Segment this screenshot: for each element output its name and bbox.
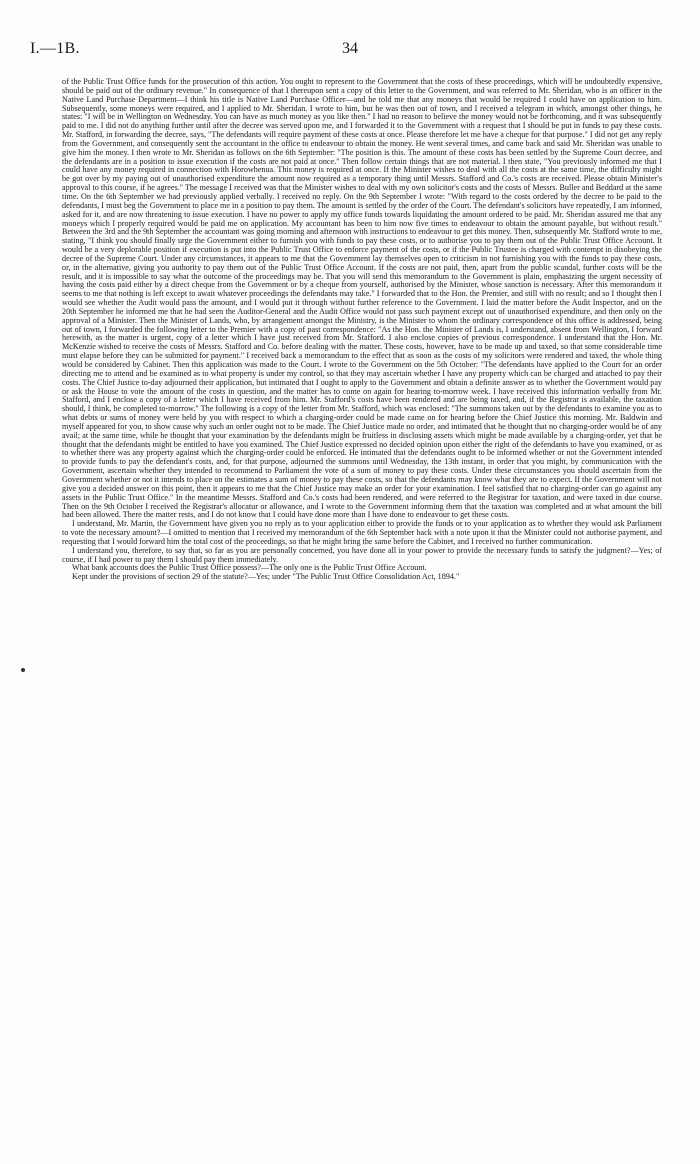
paragraph-question-bank-accounts: What bank accounts does the Public Trust Office possess?—The only one is the Public Trust Office Account.	[72, 563, 427, 573]
paragraph-question-done-all-in-power: I understand you, therefore, to say that, so far as you are personally concerned, you have done all in your power to provide the necessary funds to satisfy the judgment?—Yes; of course, if I had power to pay them I should pay them immediately.	[62, 545, 662, 564]
paragraph-question-section-29: Kept under the provisions of section 29 of the statute?—Yes; under "The Public Trust Office Consolidation Act, 1894."	[72, 572, 460, 582]
page-number: 34	[342, 40, 358, 57]
paragraph-question-reply-application: I understand, Mr. Martin, the Government have given you no reply as to your application either to provide the funds or to your application as to whether they would ask Parliament to vote the necessary amount?—I omitted to mention that I received my memorandum of the 6th September back with a note upon it that the Minister could not authorise payment, and requesting that I would forward him the total cost of the proceedings, so that he might bring the same before the Cabinet, and I received no further communication.	[62, 519, 662, 546]
margin-dot-mark	[21, 668, 25, 672]
paragraph-continued-testimony: of the Public Trust Office funds for the prosecution of this action. You ought to represent to the Government that the costs of these proceedings, which will be undoubtedly expensive, should be paid out of the ordinary revenue." In consequence of that I thereupon sent a copy of this letter to the Government, and was referred to Mr. Sheridan, who is an officer in the Native Land Purchase Department—I think his title is Native Land Purchase Officer—and he told me that any moneys that would be required I could have on application to him. Subsequently, some moneys were required, and I applied to Mr. Sheridan. I wrote to him, but he was then out of town, and I received a telegram in which, amongst other things, he states: "I will be in Wellington on Wednesday. You can have as much money as you like then." I had no reason to believe the money would not be forthcoming, and it was subsequently paid to me. I did not do anything further until after the decree was served upon me, and I forwarded it to the Government with a request that I should be put in funds to pay these costs. Mr. Stafford, in forwarding the decree, says, "The defendants will require payment of these costs at once. Please therefore let me have a cheque for that purpose." I did not get any reply from the Government, and consequently sent the accountant in the office to endeavour to obtain the money. He went several times, and came back and said Mr. Sheridan was unable to give him the money. I then wrote to Mr. Sheridan as follows on the 6th September: "The position is this. The amount of these costs has been settled by the Supreme Court decree, and the defendants are in a position to issue execution if the costs are not paid at once." Then follow certain things that are not material. I then state, "You previously informed me that I could have any money required in connection with Horowhenua. This money is required at once. If the Minister wishes to deal with all the costs at the same time, the difficulty might be got over by my paying out of unauthorised expenditure the amount now required as a temporary thing until Messrs. Stafford and Co.'s costs are received. Please obtain Minister's approval to this course, if he agrees." The message I received was that the Minister wishes to deal with my own solicitor's costs and the costs of Messrs. Buller and Beddard at the same time. On the 6th September we had previously applied verbally. I received no reply. On the 9th September I wrote: "With regard to the costs ordered by the decree to be paid to the defendants, I must beg the Government to place me in a position to pay them. The amount is settled by the order of the Court. The defendant's solicitors have repeatedly, I am informed, asked for it, and are now threatening to issue execution. I have no power to apply my office funds towards liquidating the amount ordered to be paid. Mr. Sheridan assured me that any moneys which I properly required would be paid me on application. My accountant has been to him now five times to endeavour to obtain the amount payable, but without result." Between the 3rd and the 9th September the accountant was going morning and afternoon with instructions to endeavour to get this money. Then, subsequently Mr. Stafford wrote to me, stating, "I think you should finally urge the Government either to furnish you with funds to pay these costs, or to authorise you to pay them out of the Public Trust Office Account. It would be a very deplorable position if execution is put into the Public Trust Office to enforce payment of the costs, or if the Public Trustee is charged with contempt in disobeying the decree of the Supreme Court. Under any circumstances, it appears to me that the Government lay themselves open to criticism in not furnishing you with the funds to pay these costs, or, in the alternative, giving you authority to pay them out of the Public Trust Office Account. If the costs are not paid, then, apart from the public scandal, further costs will be the result, and it is impossible to say what the outcome of the proceedings may be. That you will send this memorandum to the Government is plain, emphasizing the urgent necessity of having the costs paid either by a direct cheque from the Government or by a cheque from yourself, authorised by the Minister, whose sanction is necessary. After this memorandum it seems to me that nothing is left except to await whatever proceedings the defendants may take." I forwarded that to the Hon. the Premier, and still with no result; and so I thought then I would see whether the Audit would pass the amount, and I would put it through without further reference to the Government. I laid the matter before the Audit Inspector, and on the 20th September he informed me that he had seen the Auditor-General and the Audit Office would not pass such payment except out of unauthorised expenditure, and then only on the approval of a Minister. Then the Minister of Lands, who, by arrangement amongst the Ministry, is the Minister to whom the ordinary correspondence of this office is addressed, being out of town, I forwarded the following letter to the Premier with a copy of past correspondence: "As the Hon. the Minister of Lands is, I understand, absent from Wellington, I forward herewith, as the matter is urgent, copy of a letter which I have just received from Mr. Stafford. I also enclose copies of previous correspondence. I understand that the Hon. Mr. McKenzie wished to receive the costs of Messrs. Stafford and Co. before dealing with the matter. These costs, however, have to be made up and taxed, so that some considerable time must elapse before they can be submitted for payment." I received back a memorandum to the effect that as soon as the costs of my solicitors were rendered and taxed, the whole thing would be considered by Cabinet. Then this application was made to the Court. I wrote to the Government on the 5th October: "The defendants have applied to the Court for an order directing me to attend and be examined as to what property is under my control, so that they may ascertain whether I have any property which can be charged and attached to pay their costs. The Chief Justice to-day adjourned their application, but intimated that I ought to apply to the Government and obtain a definite answer as to whether the Government would pay or ask the House to vote the amount of the costs in question, and the matter has to come on again for hearing to-morrow week. I have received this information verbally from Mr. Stafford, and I enclose a copy of a letter which I have received from him. Mr. Stafford's costs have been rendered and are being taxed, and, if the Registrar is available, the taxation should, I think, be completed to-morrow." The following is a copy of the letter from Mr. Stafford, which was enclosed: "The summons taken out by the defendants to examine you as to what debts or sums of money were held by you with respect to which a charging-order could be made came on for hearing before the Chief Justice this morning. Mr. Baldwin and myself appeared for you, to show cause why such an order ought not to be made. The Chief Justice made no order, and intimated that he thought that no charging-order would be of any avail; at the same time, while he thought that your examination by the defendants might be fruitless in disclosing assets which might be made available by a charging-order, yet that he thought that the defendants might be entitled to have you examined. The Chief Justice expressed no decided opinion upon either the right of the defendants to have you examined, or as to whether there was any property against which the charging-order could be enforced. He intimated that the defendants ought to be informed whether or not the Government intended to provide funds to pay the defendant's costs, and, for that purpose, adjourned the summons until Wednesday, the 13th instant, in order that you might, by communication with the Government, ascertain whether they intended to recommend to Parliament the vote of a sum of money to pay these costs. Under these circumstances you should ascertain from the Government whether or not it intends to place on the estimates a sum of money to pay these costs, so that the defendants may know what they are to expect. If the Government will not give you a decided answer on this point, then it appears to me that the Chief Justice may make an order for your examination. I feel satisfied that no charging-order can go against any assets in the Public Trust Office." In the meantime Messrs. Stafford and Co.'s costs had been rendered, and were referred to the Registrar for taxation, and were taxed in due course. Then on the 9th October I received the Registrar's allocatur or allowance, and I wrote to the Government informing them that the taxation was completed and at what amount the bill had been allowed. There the matter rests, and I do not know that I could have done more than I have done to endeavour to get these costs.	[62, 77, 662, 520]
document-body	[62, 78, 662, 582]
section-reference: I.—1B.	[30, 40, 80, 57]
